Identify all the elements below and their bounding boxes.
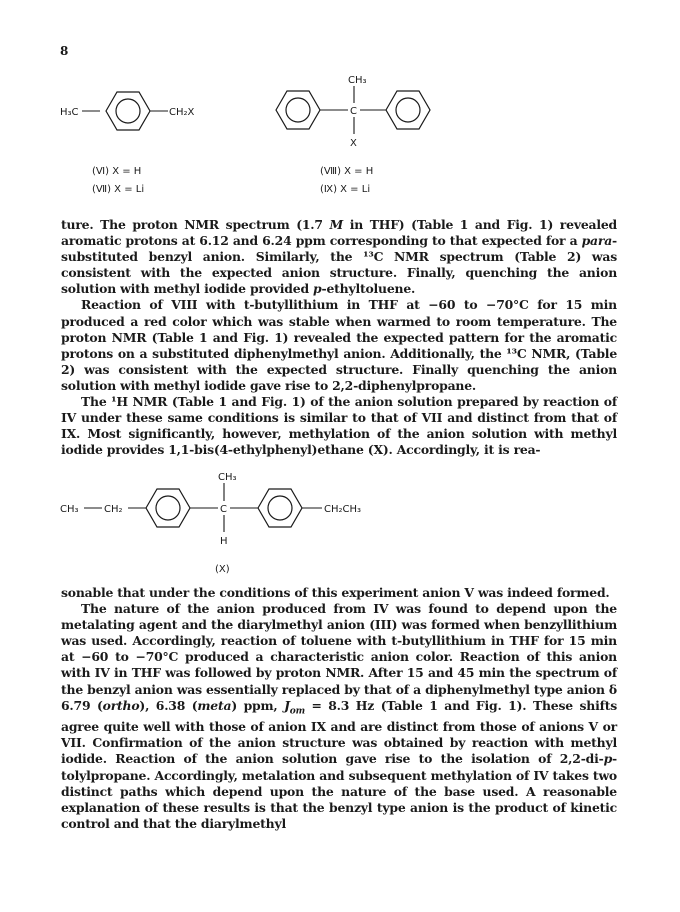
methyl-group: CH₃ [218, 472, 237, 483]
central-carbon: C [220, 504, 227, 515]
structure-x [60, 466, 420, 560]
paragraph-4: sonable that under the conditions of this experiment anion V was indeed formed. [61, 585, 610, 600]
benzene-ring-right [386, 91, 430, 129]
paragraph-1: ture. The proton NMR spectrum (1.7 M in THF) (Table 1 and Fig. 1) revealed aromatic protons at 6.12 and 6.24 ppm corresponding to that expected for a para-substituted benzyl anion. Similarly, the ¹³C NMR spectrum (Table 2) was consistent with the expected anion structure. Finally, quenching the anion solution with methyl iodide provided p-ethyltoluene. [61, 217, 617, 297]
substituent-h3c: H₃C [60, 107, 79, 118]
caption-x: (Ⅹ) [215, 564, 230, 575]
caption-vi: (Ⅵ) X = H [92, 166, 142, 177]
page-number: 8 [60, 44, 69, 58]
paragraph-3: The ¹H NMR (Table 1 and Fig. 1) of the anion solution prepared by reaction of IV under these same conditions is similar to that of VII and distinct from that of IX. Most significantly, however, methylation of the anion solution with methyl iodide provides 1,1-bis(4-ethylphenyl)ethane (X). Accordingly, it is rea- [61, 394, 617, 458]
ethyl-ch3-left: CH₃ [60, 504, 79, 515]
caption-vii: (Ⅶ) X = Li [92, 184, 145, 195]
paragraph-5: The nature of the anion produced from IV was found to depend upon the metalating agent and the diarylmethyl anion (III) was formed when benzyllithium was used. Accordingly, reaction of toluene with t-butyllithium in THF for 15 min at −60 to −70°C produced a characteristic anion color. Reaction of this anion with IV in THF was followed by proton NMR. After 15 and 45 min the spectrum of the benzyl anion was essentially replaced by that of a diphenylmethyl type anion δ 6.79 (ortho), 6.38 (meta) ppm, $J_{om} = 8.3$ Hz (Table 1 and Fig. 1). These shifts agree quite well with those of anion IX and are distinct from those of anions V or VII. Confirmation of the anion structure was obtained by reaction with methyl iodide. Reaction of the anion solution gave rise to the isolation of 2,2-di-p-tolylpropane. Accordingly, metalation and subsequent methylation of IV takes two distinct paths which depend upon the nature of the base used. A reasonable explanation of these results is that the benzyl type anion is the product of kinetic control and that the diarylmethyl [61, 601, 618, 831]
benzene-ring-left [276, 91, 320, 129]
benzene-ring-right [258, 489, 302, 527]
hydrogen: H [220, 536, 228, 547]
benzene-ring-left [146, 489, 190, 527]
caption-viii: (Ⅷ) X = H [320, 166, 374, 177]
body-text-lower [61, 585, 617, 832]
benzene-ring [106, 92, 150, 130]
structure-vi-vii [60, 78, 240, 142]
substituent-ch2x: CH₂X [169, 107, 195, 118]
caption-ix: (Ⅸ) X = Li [320, 184, 371, 195]
x-group: X [350, 138, 357, 149]
body-text-upper [61, 217, 617, 458]
structure-viii-ix [268, 70, 448, 164]
ethyl-ch2-left: CH₂ [104, 504, 123, 515]
methyl-group: CH₃ [348, 75, 367, 86]
central-carbon: C [350, 106, 357, 117]
paragraph-2: Reaction of VIII with t-butyllithium in THF at −60 to −70°C for 15 min produced a red color which was stable when warmed to room temperature. The proton NMR (Table 1 and Fig. 1) revealed the expected pattern for the aromatic protons on a substituted diphenylmethyl anion. Additionally, the ¹³C NMR, (Table 2) was consistent with the expected structure. Finally quenching the anion solution with methyl iodide gave rise to 2,2-diphenylpropane. [61, 297, 617, 393]
ethyl-right: CH₂CH₃ [324, 504, 362, 515]
